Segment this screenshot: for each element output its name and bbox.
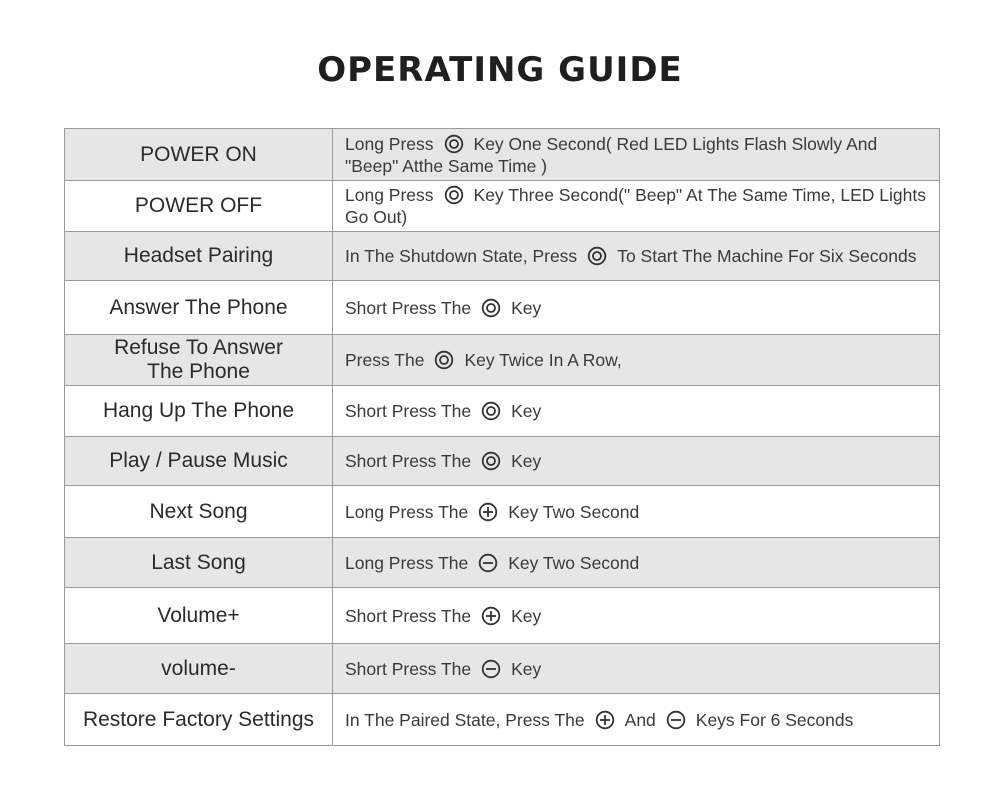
table-row bbox=[65, 538, 940, 588]
table-row bbox=[65, 588, 940, 644]
action-cell bbox=[65, 181, 333, 232]
plus-icon bbox=[481, 606, 501, 626]
minus-icon bbox=[478, 553, 498, 573]
description-cell bbox=[333, 386, 940, 437]
plus-icon bbox=[595, 710, 615, 730]
power-icon bbox=[444, 134, 464, 154]
power-icon bbox=[481, 298, 501, 318]
description-text: Long Press The bbox=[345, 552, 469, 573]
operating-guide-table bbox=[64, 128, 940, 746]
description-text: Key bbox=[511, 297, 542, 318]
action-label: POWER OFF bbox=[134, 194, 263, 217]
power-icon bbox=[587, 246, 607, 266]
description-text: Long Press The bbox=[345, 501, 469, 522]
table-row bbox=[65, 386, 940, 437]
description-cell bbox=[333, 232, 940, 281]
action-cell bbox=[65, 588, 333, 644]
description-text: Short Press The bbox=[345, 658, 472, 679]
description-text: To Start The Machine For Six Seconds bbox=[617, 246, 917, 266]
description-text: Key bbox=[511, 658, 542, 679]
action-cell bbox=[65, 335, 333, 386]
action-label: Volume+ bbox=[157, 603, 240, 627]
action-cell bbox=[65, 386, 333, 437]
description-text: Key bbox=[511, 605, 542, 626]
description-cell bbox=[333, 486, 940, 538]
description-text: In The Paired State, Press The bbox=[345, 709, 585, 730]
plus-icon bbox=[478, 502, 498, 522]
action-label: Headset Pairing bbox=[123, 244, 274, 267]
power-icon bbox=[481, 401, 501, 421]
description-cell bbox=[333, 129, 940, 181]
description-cell bbox=[333, 538, 940, 588]
description-text: And bbox=[624, 709, 656, 730]
action-label: Play / Pause Music bbox=[109, 449, 288, 472]
description-cell bbox=[333, 437, 940, 486]
description-text: Key Twice In A Row, bbox=[464, 350, 622, 370]
description-cell bbox=[333, 335, 940, 386]
description-text: Key Three Second(" Beep" At The Same Time, LED Lights Go Out) bbox=[345, 185, 926, 227]
action-cell bbox=[65, 694, 333, 746]
description-text: Key bbox=[511, 401, 542, 421]
description-cell bbox=[333, 181, 940, 232]
description-text: Keys For 6 Seconds bbox=[695, 709, 854, 730]
page-title: OPERATING GUIDE bbox=[317, 50, 683, 90]
description-text: Press The bbox=[345, 350, 425, 370]
description-cell bbox=[333, 588, 940, 644]
minus-icon bbox=[666, 710, 686, 730]
action-label: Answer The Phone bbox=[109, 295, 288, 319]
action-cell bbox=[65, 281, 333, 335]
action-cell bbox=[65, 129, 333, 181]
table-row bbox=[65, 644, 940, 694]
table-row bbox=[65, 694, 940, 746]
description-cell bbox=[333, 281, 940, 335]
table-row bbox=[65, 437, 940, 486]
description-text: Short Press The bbox=[345, 297, 472, 318]
description-text: Key bbox=[511, 451, 542, 471]
description-text: Long Press bbox=[345, 185, 434, 205]
description-text: Key Two Second bbox=[508, 552, 640, 573]
description-cell bbox=[333, 644, 940, 694]
table-row bbox=[65, 232, 940, 281]
action-cell bbox=[65, 644, 333, 694]
action-label: Next Song bbox=[149, 499, 248, 523]
action-label: POWER ON bbox=[140, 142, 257, 166]
action-cell bbox=[65, 538, 333, 588]
table-row bbox=[65, 335, 940, 386]
description-text: Long Press bbox=[345, 133, 434, 154]
action-label: Hang Up The Phone bbox=[102, 399, 295, 422]
description-text: Key One Second( Red LED Lights Flash Slowly And "Beep" Atthe Same Time ) bbox=[345, 133, 878, 176]
table-row bbox=[65, 181, 940, 232]
description-cell bbox=[333, 694, 940, 746]
description-text: Short Press The bbox=[345, 401, 472, 421]
table-row bbox=[65, 486, 940, 538]
description-text: In The Shutdown State, Press bbox=[345, 246, 578, 266]
action-label: Last Song bbox=[151, 550, 246, 574]
action-label: volume- bbox=[161, 656, 236, 680]
action-cell bbox=[65, 232, 333, 281]
action-label-line: Refuse To Answer bbox=[114, 336, 283, 359]
table-row bbox=[65, 281, 940, 335]
action-label: Restore Factory Settings bbox=[82, 707, 315, 731]
description-text: Key Two Second bbox=[508, 501, 640, 522]
power-icon bbox=[481, 451, 501, 471]
minus-icon bbox=[481, 659, 501, 679]
action-cell bbox=[65, 486, 333, 538]
description-text: Short Press The bbox=[345, 451, 472, 471]
action-label-line: The Phone bbox=[147, 360, 250, 383]
power-icon bbox=[444, 185, 464, 205]
description-text: Short Press The bbox=[345, 605, 472, 626]
action-cell bbox=[65, 437, 333, 486]
guide-table-body bbox=[65, 129, 940, 746]
power-icon bbox=[434, 350, 454, 370]
table-row bbox=[65, 129, 940, 181]
